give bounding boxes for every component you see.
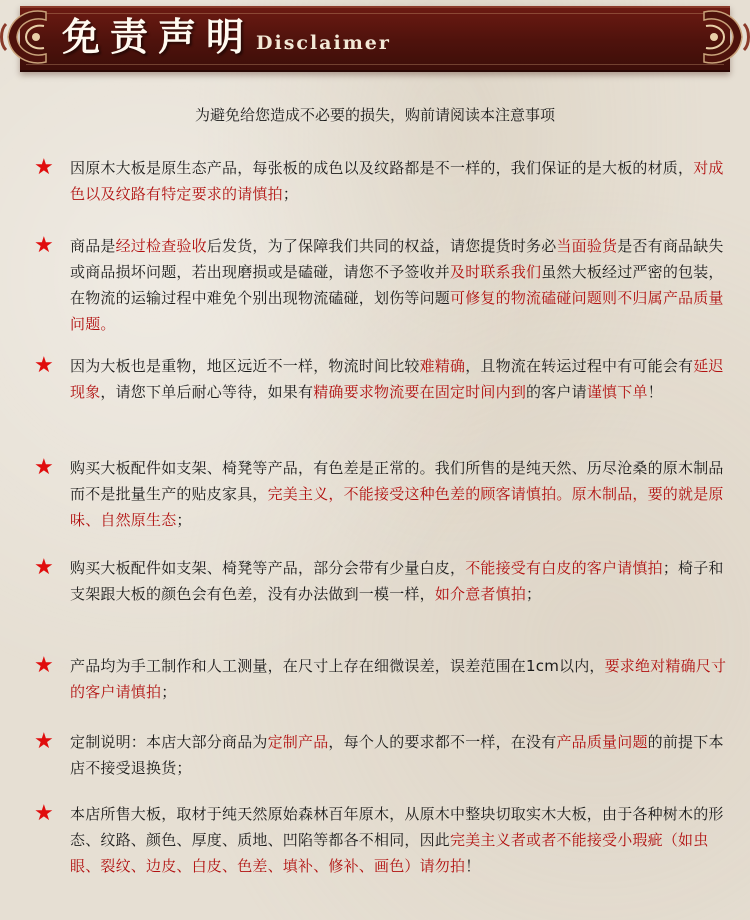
- disclaimer-item-text: [70, 653, 736, 705]
- body-text: 购买大板配件如支架、椅凳等产品，部分会带有少量白皮，: [70, 559, 466, 577]
- star-icon: ★: [34, 801, 54, 826]
- disclaimer-item-text: [70, 155, 736, 207]
- highlight-text: 难精确: [419, 357, 466, 375]
- star-icon: ★: [34, 555, 54, 580]
- body-text: ！: [647, 383, 663, 401]
- body-text: ！: [465, 857, 481, 875]
- body-text: 定制说明：本店大部分商品为: [70, 733, 268, 751]
- header-banner: [0, 0, 750, 82]
- body-text: ；: [526, 585, 542, 603]
- highlight-text: 如介意者慎拍: [434, 585, 527, 603]
- highlight-text: 要求绝对精确尺寸的客户请慎拍: [70, 657, 727, 701]
- body-text: 虽然大板经过严密的包装，在物流的运输过程中难免个别出现物流磕碰，划伤等问题: [70, 263, 724, 307]
- body-text: 本店所售大板，取材于纯天然原始森林百年原木，从原木中整块切取实木大板，由于各种树木的形态、纹路、颜色、厚度、质地、凹陷等都各不相同，因此: [70, 805, 724, 849]
- page-subtitle: Disclaimer: [256, 32, 391, 54]
- highlight-text: 当面验货: [556, 237, 618, 255]
- highlight-text: 产品质量问题: [556, 733, 648, 751]
- disclaimer-item-text: [70, 729, 736, 781]
- highlight-text: 精确要求物流要在固定时间内到: [313, 383, 527, 401]
- star-icon: ★: [34, 653, 54, 678]
- body-text: 的客户请: [526, 383, 587, 401]
- body-text: ；: [282, 185, 299, 203]
- highlight-text: 可修复的物流磕碰问题则不归属产品质量问题。: [70, 289, 724, 333]
- highlight-text: 对成色以及纹路有特定要求的请慎拍: [70, 159, 724, 203]
- body-text: ；椅子和支架跟大板的颜色会有色差，没有办法做到一模一样，: [70, 559, 724, 603]
- body-text: 的前提下本店不接受退换货；: [70, 733, 724, 777]
- highlight-text: 完美主义，不能接受这种色差的顾客请慎拍。原木制品，要的就是原味、自然原生态: [70, 485, 724, 529]
- body-text: 产品均为手工制作和人工测量，在尺寸上存在细微误差，误差范围在1cm以内，: [70, 657, 605, 675]
- highlight-text: 经过检查验收: [115, 237, 207, 255]
- body-text: ，且物流在转运过程中有可能会有: [465, 357, 694, 375]
- ornament-right-icon: [688, 4, 750, 70]
- disclaimer-item-text: [70, 233, 736, 337]
- star-icon: ★: [34, 729, 54, 754]
- body-text: ，请您下单后耐心等待，如果有: [100, 383, 314, 401]
- disclaimer-item-text: [70, 455, 736, 533]
- highlight-text: 定制产品: [267, 733, 329, 751]
- body-text: ；: [176, 511, 192, 529]
- star-icon: ★: [34, 455, 54, 480]
- highlight-text: 及时联系我们: [450, 263, 542, 281]
- disclaimer-item-text: [70, 555, 736, 607]
- highlight-text: 完美主义者或者不能接受小瑕疵（如虫眼、裂纹、边皮、白皮、色差、填补、修补、画色）请勿拍: [70, 831, 709, 875]
- body-text: 是否有商品缺失或商品损坏问题，若出现磨损或是磕碰，请您不予签收并: [70, 237, 724, 281]
- star-icon: ★: [34, 353, 54, 378]
- page-title: 免责声明: [62, 14, 255, 59]
- body-text: ；: [161, 683, 177, 701]
- disclaimer-item-text: [70, 801, 736, 879]
- body-text: 因原木大板是原生态产品，每张板的成色以及纹路都是不一样的，我们保证的是大板的材质，: [70, 159, 694, 177]
- highlight-text: 谨慎下单: [586, 383, 648, 401]
- body-text: 后发货，为了保障我们共同的权益，请您提货时务必: [206, 237, 557, 255]
- body-text: 商品是: [70, 237, 116, 255]
- highlight-text: 延迟现象: [70, 357, 724, 401]
- star-icon: ★: [34, 233, 54, 258]
- intro-text: 为避免给您造成不必要的损失，购前请阅读本注意事项: [194, 106, 555, 124]
- star-icon: ★: [34, 155, 54, 180]
- body-text: 购买大板配件如支架、椅凳等产品，有色差是正常的。我们所售的是纯天然、历尽沧桑的原木制品而不是批量生产的贴皮家具，: [70, 459, 724, 503]
- highlight-text: 不能接受有白皮的客户请慎拍: [465, 559, 663, 577]
- body-text: ，每个人的要求都不一样，在没有: [328, 733, 557, 751]
- body-text: 因为大板也是重物，地区远近不一样，物流时间比较: [70, 357, 420, 375]
- disclaimer-item-text: [70, 353, 736, 405]
- ornament-left-icon: [0, 4, 62, 70]
